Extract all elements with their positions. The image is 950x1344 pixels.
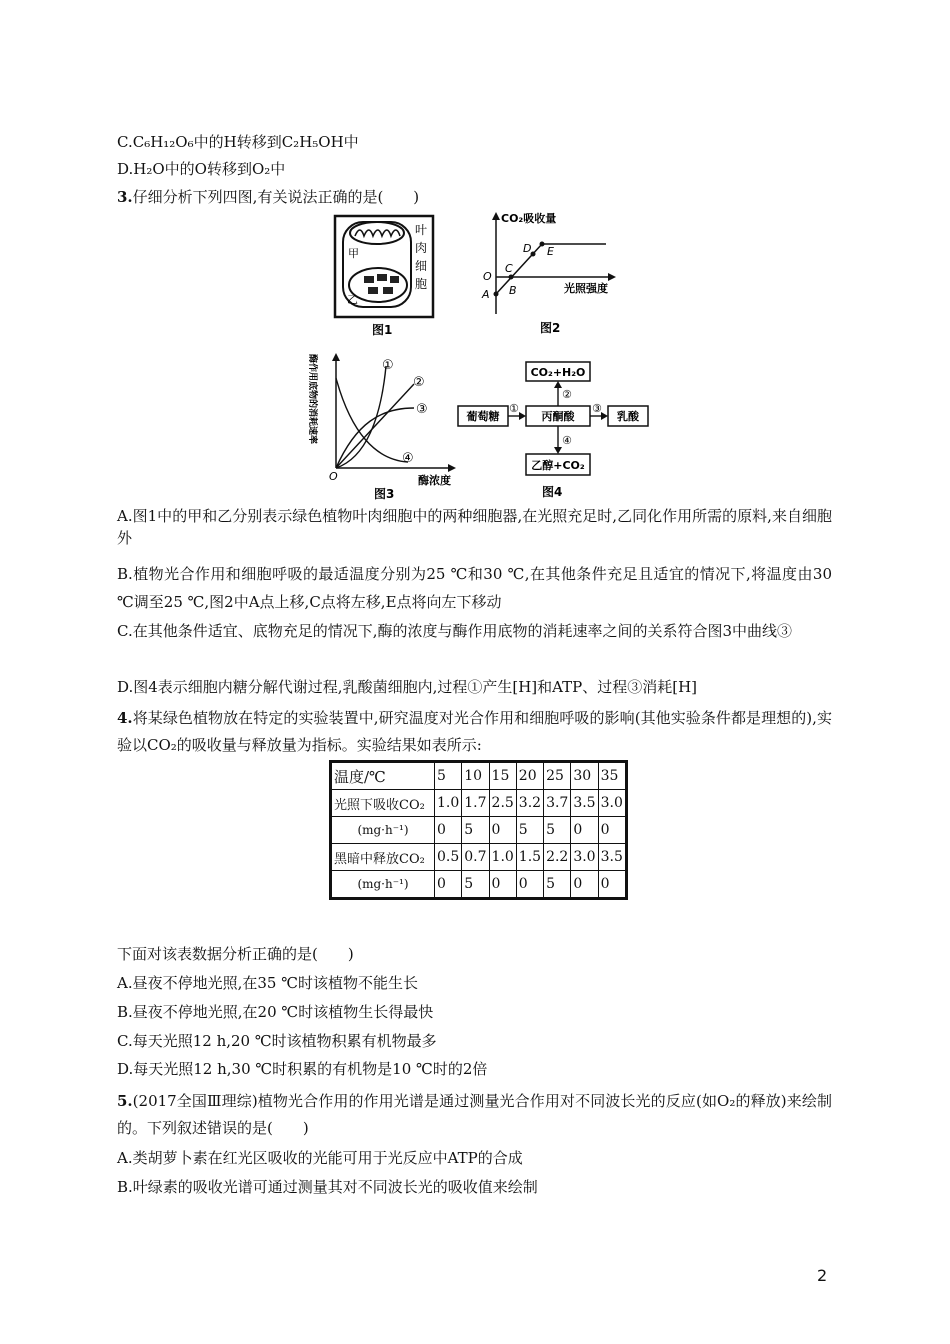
q5-option-a: A.类胡萝卜素在红光区吸收的光能可用于光反应中ATP的合成: [117, 1149, 523, 1167]
table-cell: 0.7: [462, 844, 489, 871]
fig4-arrowhead-4: [554, 447, 562, 454]
table-cell: 3.7: [544, 790, 571, 817]
table-cell: 2.5: [489, 790, 516, 817]
fig3-origin: O: [329, 470, 338, 483]
table-cell: 1.0: [489, 844, 516, 871]
table-row1-label: 光照下吸收CO₂: [331, 790, 435, 817]
q3-option-b: B.植物光合作用和细胞呼吸的最适温度分别为25 ℃和30 ℃,在其他条件充足且适宜的情况下,将温度由30 ℃调至25 ℃,图2中A点上移,C点将左移,E点将向左下移动: [117, 565, 832, 611]
fig4-arrowhead-2: [554, 381, 562, 388]
q4-option-b: B.昼夜不停地光照,在20 ℃时该植物生长得最快: [117, 1003, 434, 1021]
fig4-step-3: ③: [592, 402, 602, 415]
table-cell: 2.2: [544, 844, 571, 871]
fig3-caption: 图3: [374, 487, 395, 501]
q4-stem: [117, 705, 832, 759]
q2-option-d: D.H₂O中的O转移到O₂中: [117, 160, 286, 178]
table-temp: 15: [489, 762, 516, 790]
table-cell: 0: [435, 817, 462, 844]
fig3-ylabel: 酶作用底物的消耗速率: [307, 354, 317, 445]
q3-option-a: A.图1中的甲和乙分别表示绿色植物叶肉细胞中的两种细胞器,在光照充足时,乙同化作用所需的原料,来自细胞外: [117, 507, 832, 547]
q4-option-c: C.每天光照12 h,20 ℃时该植物积累有机物最多: [117, 1032, 437, 1050]
table-cell: 5: [462, 871, 489, 899]
table-row1-unit: (mg·h⁻¹): [331, 817, 435, 844]
q2-option-c: C.C₆H₁₂O₆中的H转移到C₂H₅OH中: [117, 133, 359, 151]
q4-number: 4.: [117, 709, 133, 727]
fig4-text-lactic: 乳酸: [617, 410, 639, 423]
fig4-caption: 图4: [542, 485, 563, 499]
q3-option-c: C.在其他条件适宜、底物充足的情况下,酶的浓度与酶作用底物的消耗速率之间的关系符合图3中曲线③: [117, 622, 793, 640]
table-temp: 30: [571, 762, 598, 790]
fig4-text-co2-h2o: CO₂+H₂O: [530, 366, 586, 379]
fig3-label-2: ②: [413, 375, 425, 390]
fig3-xlabel: 酶浓度: [418, 474, 451, 487]
table-cell: 5: [544, 817, 571, 844]
table-temp: 5: [435, 762, 462, 790]
q4-stem-text: 将某绿色植物放在特定的实验装置中,研究温度对光合作用和细胞呼吸的影响(其他实验条件都是理想的),实验以CO₂的吸收量与释放量为指标。实验结果如表所示:: [117, 709, 832, 754]
table-cell: 3.0: [571, 844, 598, 871]
fig2-y-arrow: [492, 212, 500, 220]
table-temp: 20: [516, 762, 543, 790]
fig1-cell-char: 叶: [415, 223, 428, 237]
q5-stem-text: (2017全国Ⅲ理综)植物光合作用的作用光谱是通过测量光合作用对不同波长光的反应(如O₂的释放)来绘制的。下列叙述错误的是( ): [117, 1092, 832, 1137]
table-header-label: 温度/℃: [331, 762, 435, 790]
figure-3: [296, 348, 461, 503]
q3-option-d: D.图4表示细胞内糖分解代谢过程,乳酸菌细胞内,过程①产生[H]和ATP、过程③消耗[H]: [117, 678, 698, 696]
table-cell: 5: [462, 817, 489, 844]
table-temp: 10: [462, 762, 489, 790]
table-cell: 0: [435, 871, 462, 899]
q4-option-a: A.昼夜不停地光照,在35 ℃时该植物不能生长: [117, 974, 419, 992]
q5-option-b: B.叶绿素的吸收光谱可通过测量其对不同波长光的吸收值来绘制: [117, 1178, 538, 1196]
fig2-caption: 图2: [540, 321, 561, 335]
fig1-cell-char: 细: [415, 259, 428, 273]
fig4-step-1: ①: [509, 402, 519, 415]
fig4-text-pyruvate: 丙酮酸: [541, 410, 575, 423]
table-cell: 3.5: [571, 790, 598, 817]
table-row: [331, 844, 627, 871]
fig2-point-e: [540, 242, 545, 247]
fig2-label-b: B: [509, 284, 517, 297]
table-cell: 0.5: [435, 844, 462, 871]
fig1-label-yi: 乙: [347, 293, 358, 306]
fig4-arrowhead-1: [519, 412, 526, 420]
fig3-label-1: ①: [382, 358, 394, 373]
fig2-label-d: D: [523, 242, 532, 255]
table-cell: 5: [544, 871, 571, 899]
table-row2-unit: (mg·h⁻¹): [331, 871, 435, 899]
q3-number: 3.: [117, 188, 133, 206]
table-cell: 0: [489, 871, 516, 899]
table-cell: 1.7: [462, 790, 489, 817]
table-cell: 0: [571, 817, 598, 844]
table-cell: 5: [516, 817, 543, 844]
fig4-arrowhead-3: [601, 412, 608, 420]
page-number: 2: [817, 1266, 828, 1285]
table-row: [331, 817, 627, 844]
fig4-text-ethanol: 乙醇+CO₂: [531, 459, 585, 472]
table-cell: 1.5: [516, 844, 543, 871]
table-header-row: [331, 762, 627, 790]
fig2-label-c: C: [505, 262, 513, 275]
fig2-label-e: E: [547, 245, 554, 258]
q4-option-d: D.每天光照12 h,30 ℃时积累的有机物是10 ℃时的2倍: [117, 1060, 488, 1078]
table-cell: 3.0: [598, 790, 626, 817]
table-cell: 0: [571, 871, 598, 899]
table-cell: 0: [516, 871, 543, 899]
q5-stem: [117, 1088, 832, 1142]
fig3-x-arrow: [448, 464, 456, 472]
fig2-point-b: [509, 275, 514, 280]
fig2-label-a: A: [482, 288, 490, 301]
fig1-caption: 图1: [372, 323, 393, 337]
table-row2-label: 黑暗中释放CO₂: [331, 844, 435, 871]
fig3-y-arrow: [332, 353, 340, 361]
table-temp: 25: [544, 762, 571, 790]
fig1-cell-char: 肉: [415, 241, 428, 255]
fig3-label-3: ③: [416, 402, 428, 417]
table-cell: 0: [598, 871, 626, 899]
fig1-cell-char: 胞: [415, 277, 428, 291]
table-cell: 3.5: [598, 844, 626, 871]
q3-stem-text: 仔细分析下列四图,有关说法正确的是( ): [132, 188, 420, 206]
fig1-label-jia: 甲: [348, 247, 359, 260]
fig3-label-4: ④: [402, 451, 414, 466]
fig2-x-arrow: [608, 273, 616, 281]
fig2-ylabel: CO₂吸收量: [501, 212, 557, 225]
fig2-label-o: O: [483, 270, 492, 283]
q4-prompt: 下面对该表数据分析正确的是( ): [117, 945, 354, 963]
figure-1: [330, 214, 440, 340]
q4-data-table: [329, 760, 628, 900]
table-row: [331, 871, 627, 899]
fig2-xlabel: 光照强度: [564, 282, 608, 295]
q5-number: 5.: [117, 1092, 133, 1110]
table-cell: 0: [598, 817, 626, 844]
q3-stem: [117, 186, 419, 208]
table-row: [331, 790, 627, 817]
fig4-step-2: ②: [562, 388, 572, 401]
figure-4: [456, 358, 656, 504]
fig4-step-4: ④: [562, 434, 572, 447]
fig4-text-glucose: 葡萄糖: [466, 410, 500, 423]
table-cell: 0: [489, 817, 516, 844]
fig2-point-a: [494, 292, 499, 297]
table-cell: 3.2: [516, 790, 543, 817]
figure-2: [474, 210, 624, 340]
table-cell: 1.0: [435, 790, 462, 817]
table-temp: 35: [598, 762, 626, 790]
